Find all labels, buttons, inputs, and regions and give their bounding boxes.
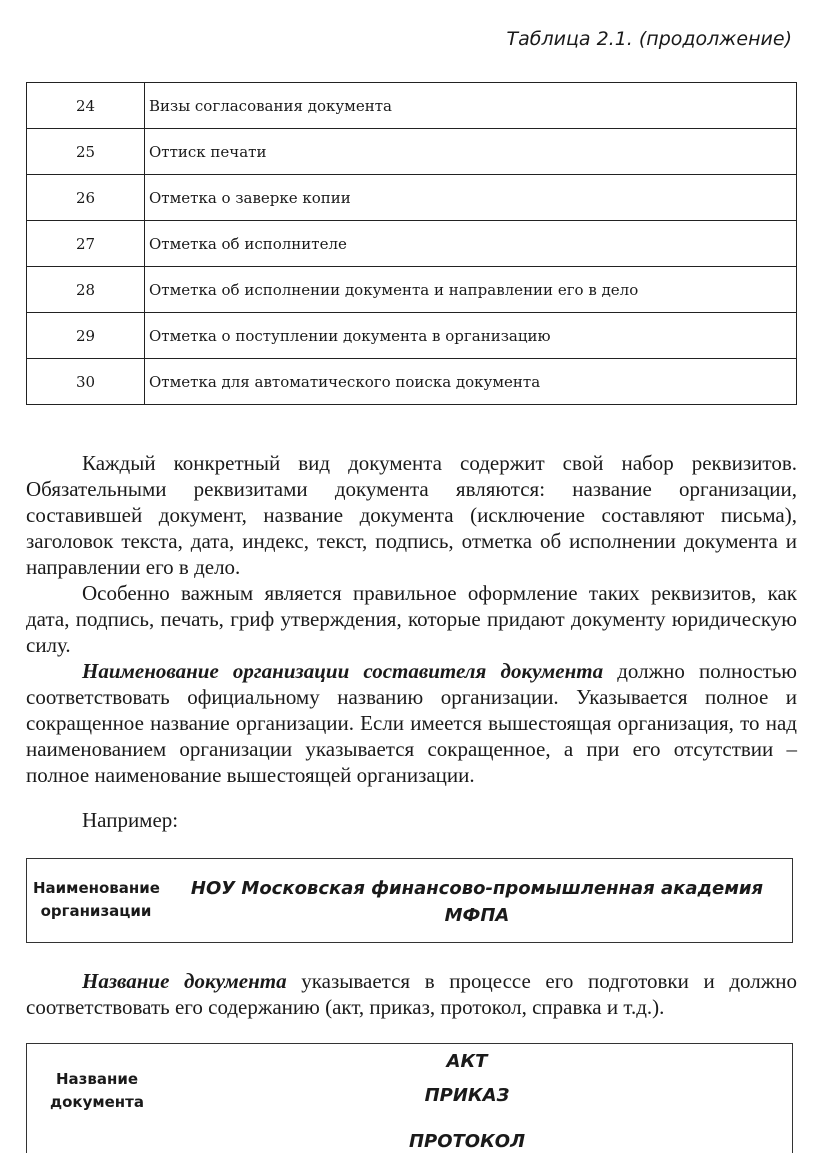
paragraph-2: Особенно важным является правильное оформление таких реквизитов, как дата, подпись, печать, гриф утверждения, которые придают документу юридическую силу. [26,581,797,657]
paragraph-1: Каждый конкретный вид документа содержит свой набор реквизитов. Обязательными реквизитами документа являются: название организации, составившей документ, название документа (исключение составляют письма), заголовок текста, дата, индекс, текст, подпись, отметка об исполнении документа и направлении его в дело. [26,451,797,579]
body-paragraphs [26,450,797,788]
row-text: Отметка об исполнении документа и направлении его в дело [145,267,797,313]
row-number: 29 [27,313,145,359]
row-text: Визы согласования документа [145,83,797,129]
row-text: Отметка для автоматического поиска документа [145,359,797,405]
table-row [27,83,797,129]
org-box-line-2: МФПА [444,905,510,926]
org-box-line-1: НОУ Московская финансово-промышленная академия [190,878,764,899]
doc-box-line-3: ПРОТОКОЛ [408,1131,526,1152]
paragraph-3 [26,658,797,788]
table-row [27,313,797,359]
table-row [27,175,797,221]
doc-box-line-1: АКТ [446,1051,488,1072]
row-number: 27 [27,221,145,267]
row-number: 25 [27,129,145,175]
paragraph-3-term: Наименование организации составителя документа [82,659,604,683]
org-name-example-box [26,858,793,943]
org-box-label: Наименование организации [33,879,160,920]
doc-box-label: Название документа [50,1070,144,1111]
doc-box-line-2: ПРИКАЗ [424,1085,510,1106]
table-row [27,359,797,405]
row-text: Отметка о поступлении документа в организацию [145,313,797,359]
paragraph-4 [26,968,797,1020]
paragraph-4-text: указывается в процессе его подготовки и должно соответствовать его содержанию (акт, приказ, протокол, справка и т.д.). [26,969,797,1019]
example-label: Например: [82,808,179,832]
paragraph-4-term: Название документа [82,969,287,993]
row-number: 26 [27,175,145,221]
paragraph-3-text: должно полностью соответствовать официальному названию организации. Указывается полное и сокращенное название организации. Если имеется вышестоящая организация, то над наименованием организации указывается сокращенное, а при его отсутствии – полное наименование вышестоящей организации. [26,659,798,787]
row-text: Оттиск печати [145,129,797,175]
requisites-table [26,82,797,405]
doc-name-example-box [26,1043,793,1153]
row-text: Отметка о заверке копии [145,175,797,221]
row-number: 24 [27,83,145,129]
row-number: 30 [27,359,145,405]
table-row [27,129,797,175]
table-row [27,267,797,313]
row-number: 28 [27,267,145,313]
table-row [27,221,797,267]
table-caption: Таблица 2.1. (продолжение) [506,28,792,50]
doc-name-paragraph [26,968,797,1020]
row-text: Отметка об исполнителе [145,221,797,267]
